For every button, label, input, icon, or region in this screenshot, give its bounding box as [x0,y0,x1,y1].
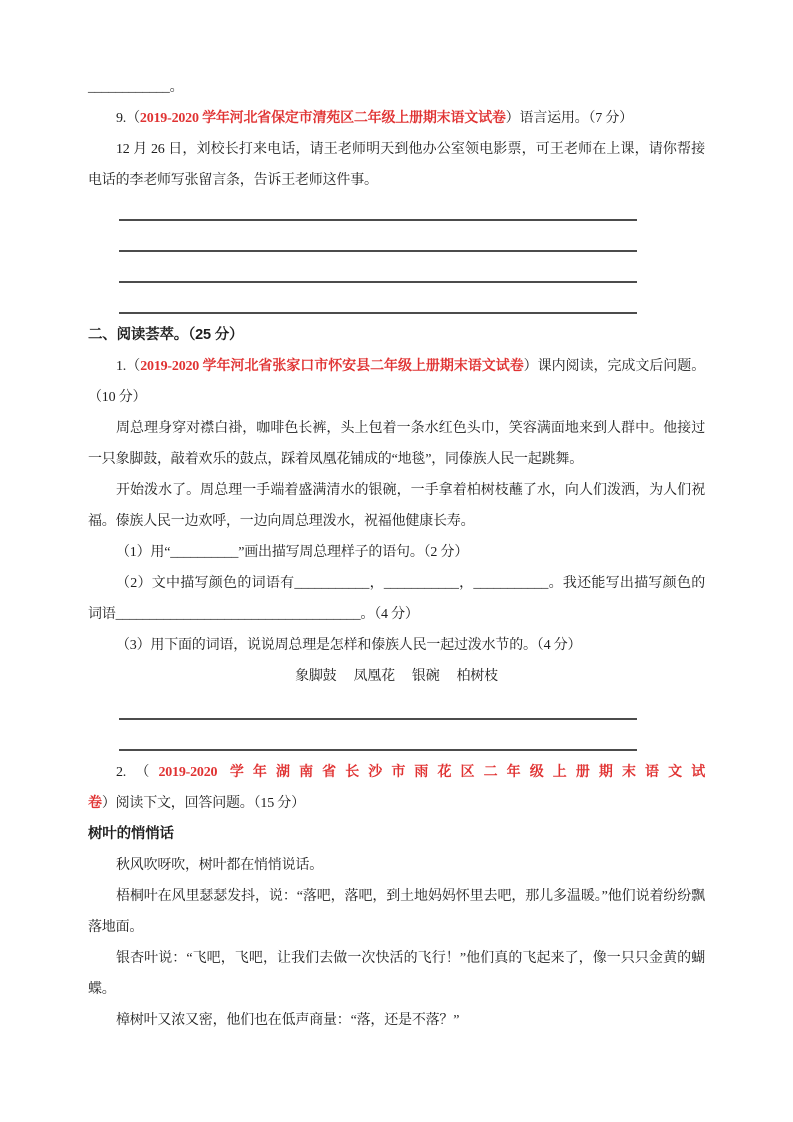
question-1-heading [88,351,705,413]
question-2-para-1: 秋风吹呀吹，树叶都在悄悄说话。 [116,858,323,873]
question-2-para-4: 樟树叶又浓又密，他们也在低声商量：“落，还是不落？” [116,1013,460,1028]
rule-line [119,718,637,720]
question-2-para-2: 梧桐叶在风里瑟瑟发抖，说：“落吧，落吧，到土地妈妈怀里去吧，那儿多温暖。”他们说着纷纷飘落地面。 [88,889,705,935]
question-1-passage-1: 周总理身穿对襟白褂，咖啡色长裤，头上包着一条水红色头巾，笑容满面地来到人群中。他接过一只象脚鼓，敲着欢乐的鼓点，踩着凤凰花铺成的“地毯”，同傣族人民一起跳舞。 [88,421,705,467]
answer-lines-q1 [88,695,705,757]
continuation-blank: ____________。 [88,80,184,95]
answer-line [88,258,705,289]
question-2-type: ）阅读下文，回答问题。（15 分） [101,796,305,811]
word-bank-item-phoenix-flower: 凤凰花 [353,669,395,684]
word-bank [88,661,705,692]
word-bank-item-silver-bowl: 银碗 [411,669,440,684]
question-2-para-3: 银杏叶说：“飞吧，飞吧，让我们去做一次快活的飞行！”他们真的飞起来了，像一只只金黄的蝴蝶。 [88,951,705,997]
rule-line [119,219,637,221]
rule-line [119,281,637,283]
question-9-prompt: 12 月 26 日，刘校长打来电话，请王老师明天到他办公室领电影票，可王老师在上课，请你帮接电话的李老师写张留言条，告诉王老师这件事。 [88,142,705,188]
answer-line [88,726,705,757]
question-1-passage-2: 开始泼水了。周总理一手端着盛满清水的银碗，一手拿着柏树枝蘸了水，向人们泼洒，为人们祝福。傣族人民一边欢呼，一边向周总理泼水，祝福他健康长寿。 [88,483,705,529]
answer-line [88,196,705,227]
answer-line [88,289,705,320]
word-bank-item-cypress-branch: 柏树枝 [456,669,498,684]
question-1-source: 2019-2020 学年河北省张家口市怀安县二年级上册期末语文试卷 [140,359,524,374]
question-1-sub-2: （2）文中描写颜色的词语有___________，___________，___________。我还能写出描写颜色的词语____________________________________。（4 分） [88,576,705,622]
question-1-type: ）课内阅读，完成文后问题。（10 分） [88,359,706,405]
question-2-source: 2019-2020 学年湖南省长沙市雨花区二年级上册期末语文试卷 [88,765,705,811]
question-1-number: 1.（ [116,359,141,374]
question-9-number: 9.（ [116,111,140,126]
question-9-heading [88,103,705,134]
rule-line [119,749,637,751]
question-2-heading [88,757,705,819]
question-1-sub-3: （3）用下面的词语，说说周总理是怎样和傣族人民一起过泼水节的。（4 分） [116,638,582,653]
question-1-sub-1: （1）用“__________”画出描写周总理样子的语句。（2 分） [116,545,469,560]
answer-line [88,227,705,258]
reading-passage-title: 树叶的悄悄话 [88,826,174,842]
answer-line [88,695,705,726]
question-9-source: 2019-2020 学年河北省保定市清苑区二年级上册期末语文试卷 [139,111,506,126]
rule-line [119,312,637,314]
question-2-number: 2.（ [116,765,159,780]
answer-lines-q9 [88,196,705,320]
question-9-type: ）语言运用。（7 分） [505,111,633,126]
section-2-heading: 二、阅读荟萃。（25 分） [88,327,244,343]
rule-line [119,250,637,252]
word-bank-item-elephant-foot-drum: 象脚鼓 [295,669,337,684]
